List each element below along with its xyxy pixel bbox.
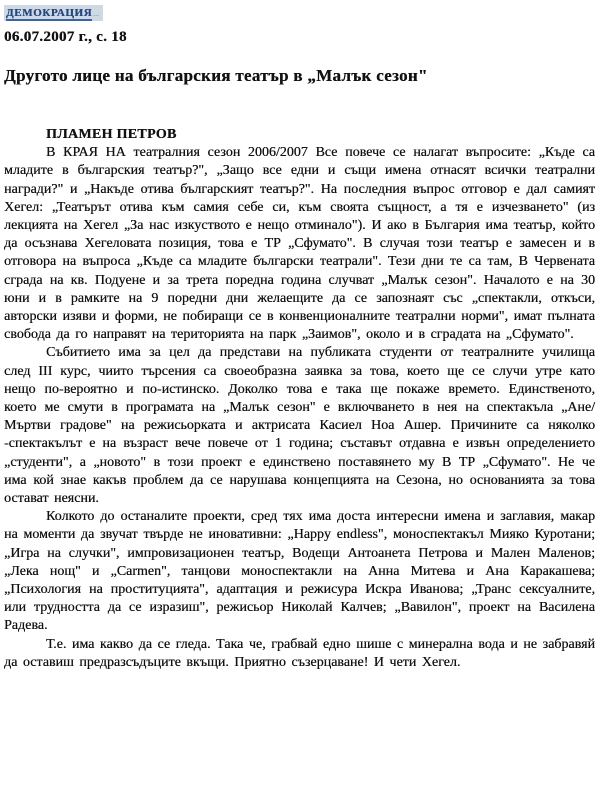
article-body <box>4 144 595 672</box>
headline: Другото лице на българския театър в „Малък сезон" <box>4 66 428 85</box>
dateline: 06.07.2007 г., с. 18 <box>4 29 127 45</box>
masthead-logo-tail: ... <box>93 9 100 18</box>
newspaper-masthead-logo <box>4 5 103 21</box>
author-byline: ПЛАМЕН ПЕТРОВ <box>46 127 177 142</box>
article-paragraph: Т.е. има какво да се гледа. Така че, грабвай едно шише с минерална вода и не забравяй да оставиш предразсъдъците вкъщи. Приятно съзерцаване! И чети Хегел. <box>4 636 595 670</box>
article-paragraph: Колкото до останалите проекти, сред тях има доста интересни имена и заглавия, макар на моменти да звучат твърде не иновативни: „Happy endless", моноспектакъл Мияко Куротани; „Игра на случки", импровизационен театър, Водещи Антоанета Петрова и Мален Маленов; „Лека нощ" и „Carmen", танцови моноспектакли на Анна Митева и Ана Каракашева; „Психология на проституцията", адаптация и режисура Искра Иванова; „Транс сексуалните, или трудността да се изразиш", режисьор Николай Калчев; „Вавилон", проект на Василена Радева. <box>4 509 595 634</box>
masthead-logo-text: ДЕМОКРАЦИЯ <box>6 7 93 19</box>
article-paragraph: Събитието има за цел да представи на публиката студенти от театралните училища след III курс, чиито търсения са своеобразна заявка за това, което ще се случи утре като нещо по-вероятно и по-истинско. Доколко това е така ще покаже времето. Единственото, което ме смути в програмата на „Малък сезон" е включването в нея на спектакъла „Ане/Мъртви градове" на режисьорката и актрисата Касиел Ноа Ашер. Причините са няколко -спектакълът е на възраст вече повече от 1 година; съставът отдавна е извън определението „студенти", а „новото" в този проект е единствено поставянето му В ТР „Сфумато". Не че има кой знае какъв проблем да се нарушава концепцията на Сезона, но основанията за това остават неясни. <box>4 345 595 507</box>
article-paragraph: В КРАЯ НА театралния сезон 2006/2007 Все повече се налагат въпросите: „Къде са младите в българския театър?", „Защо все едни и същи имена отнасят всички театрални награди?" и „Накъде отива българският театър?". На последния въпрос отговор е дал самият Хегел: „Театърът отива към самия себе си, към своята същност, а тя е изчезването" (из лекцията на Хегел „За нас изкуството е нещо отминало"). И ако в България има театър, който да осъзнава Хегеловата позиция, това е ТР „Сфумато". В случая този театър е замесен и в отговора на въпроса „Къде са младите български театрали". Тези дни те са там, В Червената сграда на кв. Подуене и за трета поредна година случват „Малък сезон". Началото е на 30 юни и в рамките на 9 поредни дни желаещите да се запознаят със „спектакли, откъси, авторски изяви и форми, не побиращи се в конвенционалните театрални норми", имат пълната свобода да го направят на територията на парк „Заимов", около и в сградата на „Сфумато". <box>4 145 595 343</box>
